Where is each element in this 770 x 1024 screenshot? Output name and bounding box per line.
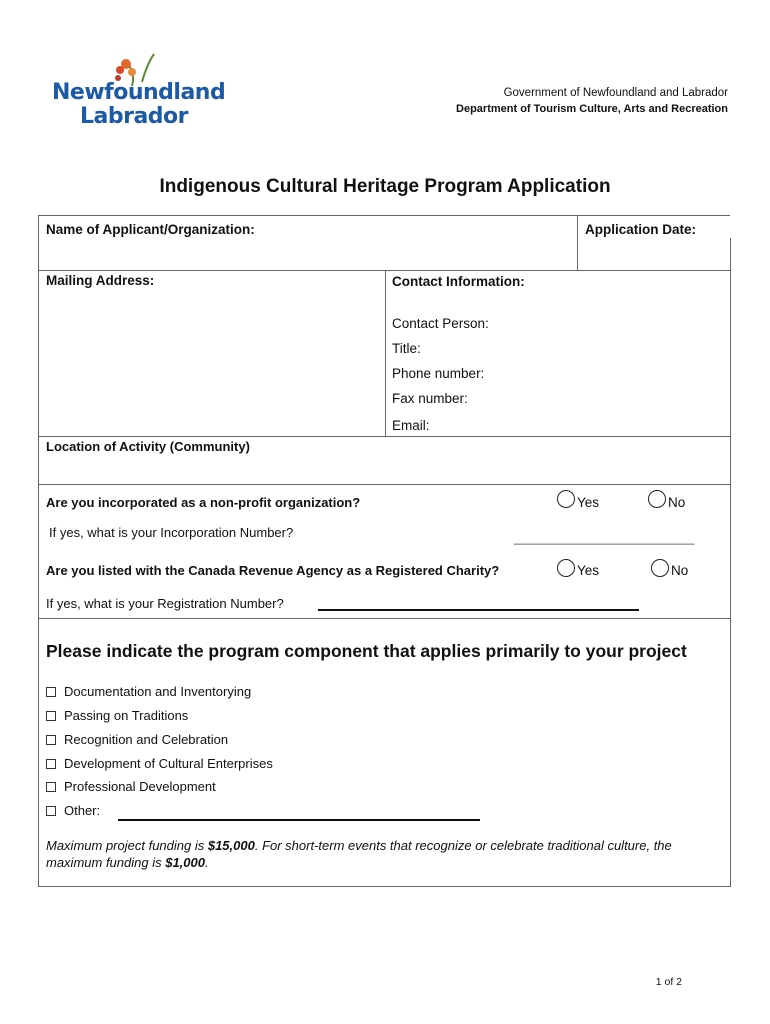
phone-number-label: Phone number: bbox=[392, 366, 485, 381]
charity-yes-radio[interactable] bbox=[557, 559, 575, 577]
charity-no-radio[interactable] bbox=[651, 559, 669, 577]
contact-information-label: Contact Information: bbox=[392, 274, 525, 289]
other-field[interactable] bbox=[118, 819, 480, 821]
email-label: Email: bbox=[392, 418, 430, 433]
title-label: Title: bbox=[392, 341, 421, 356]
checkbox-icon[interactable] bbox=[46, 711, 56, 721]
applicant-name-label: Name of Applicant/Organization: bbox=[46, 222, 255, 237]
short-term-funding-amount: $1,000 bbox=[165, 855, 205, 870]
page-title: Indigenous Cultural Heritage Program Application bbox=[159, 176, 611, 197]
contact-divider bbox=[385, 270, 386, 436]
nonprofit-question: Are you incorporated as a non-profit organization? bbox=[46, 495, 361, 510]
row-divider bbox=[38, 436, 730, 437]
option-label: Professional Development bbox=[64, 779, 216, 794]
funding-note: Maximum project funding is $15,000. For short-term events that recognize or celebrate traditional culture, the maximum funding is $1,000. bbox=[46, 838, 672, 870]
option-passing-traditions[interactable] bbox=[46, 708, 188, 723]
logo-labrador: Labrador bbox=[80, 104, 189, 129]
max-funding-amount: $15,000 bbox=[207, 838, 255, 853]
date-divider bbox=[577, 215, 578, 271]
charity-yes-label: Yes bbox=[577, 563, 600, 578]
page-number: 1 of 2 bbox=[655, 976, 682, 988]
nonprofit-yes-label: Yes bbox=[577, 495, 600, 510]
row-divider bbox=[38, 618, 730, 619]
option-label: Passing on Traditions bbox=[64, 708, 189, 723]
row-divider bbox=[38, 484, 730, 485]
nonprofit-no-label: No bbox=[668, 495, 686, 510]
government-name: Government of Newfoundland and Labrador bbox=[503, 87, 728, 99]
form-left-border bbox=[38, 215, 39, 887]
contact-person-label: Contact Person: bbox=[392, 316, 489, 331]
incorporation-number-field[interactable]: ___________________________ bbox=[514, 531, 695, 545]
fax-number-label: Fax number: bbox=[392, 391, 468, 406]
option-label: Recognition and Celebration bbox=[64, 732, 229, 747]
application-date-label: Application Date: bbox=[585, 222, 697, 237]
nonprofit-yes-radio[interactable] bbox=[557, 490, 575, 508]
mailing-address-label: Mailing Address: bbox=[46, 273, 155, 288]
form-bottom-border bbox=[38, 886, 731, 887]
checkbox-icon[interactable] bbox=[46, 759, 56, 769]
option-professional-development[interactable] bbox=[46, 779, 216, 794]
checkbox-icon[interactable] bbox=[46, 735, 56, 745]
option-label: Other: bbox=[64, 803, 101, 818]
component-heading: Please indicate the program component that applies primarily to your project bbox=[46, 641, 687, 661]
nonprofit-no-radio[interactable] bbox=[648, 490, 666, 508]
checkbox-icon[interactable] bbox=[46, 806, 56, 816]
row-divider bbox=[38, 270, 730, 271]
charity-no-label: No bbox=[671, 563, 689, 578]
location-label: Location of Activity (Community) bbox=[46, 439, 250, 454]
registration-number-field[interactable] bbox=[318, 609, 639, 611]
option-label: Documentation and Inventorying bbox=[64, 684, 252, 699]
department-name: Department of Tourism Culture, Arts and Recreation bbox=[456, 103, 728, 115]
newfoundland-labrador-logo bbox=[52, 52, 226, 132]
incorporation-number-prompt: If yes, what is your Incorporation Number? bbox=[49, 525, 294, 540]
registration-number-prompt: If yes, what is your Registration Number? bbox=[46, 596, 284, 611]
option-cultural-enterprises[interactable] bbox=[46, 756, 273, 771]
option-documentation[interactable] bbox=[46, 684, 251, 699]
form-top-border bbox=[38, 215, 730, 216]
checkbox-icon[interactable] bbox=[46, 782, 56, 792]
checkbox-icon[interactable] bbox=[46, 687, 56, 697]
logo-newfoundland: Newfoundland bbox=[52, 80, 226, 105]
option-other[interactable] bbox=[46, 803, 100, 818]
charity-question: Are you listed with the Canada Revenue Agency as a Registered Charity? bbox=[46, 563, 500, 578]
option-recognition[interactable] bbox=[46, 732, 228, 747]
form-right-border bbox=[730, 238, 731, 887]
option-label: Development of Cultural Enterprises bbox=[64, 756, 273, 771]
